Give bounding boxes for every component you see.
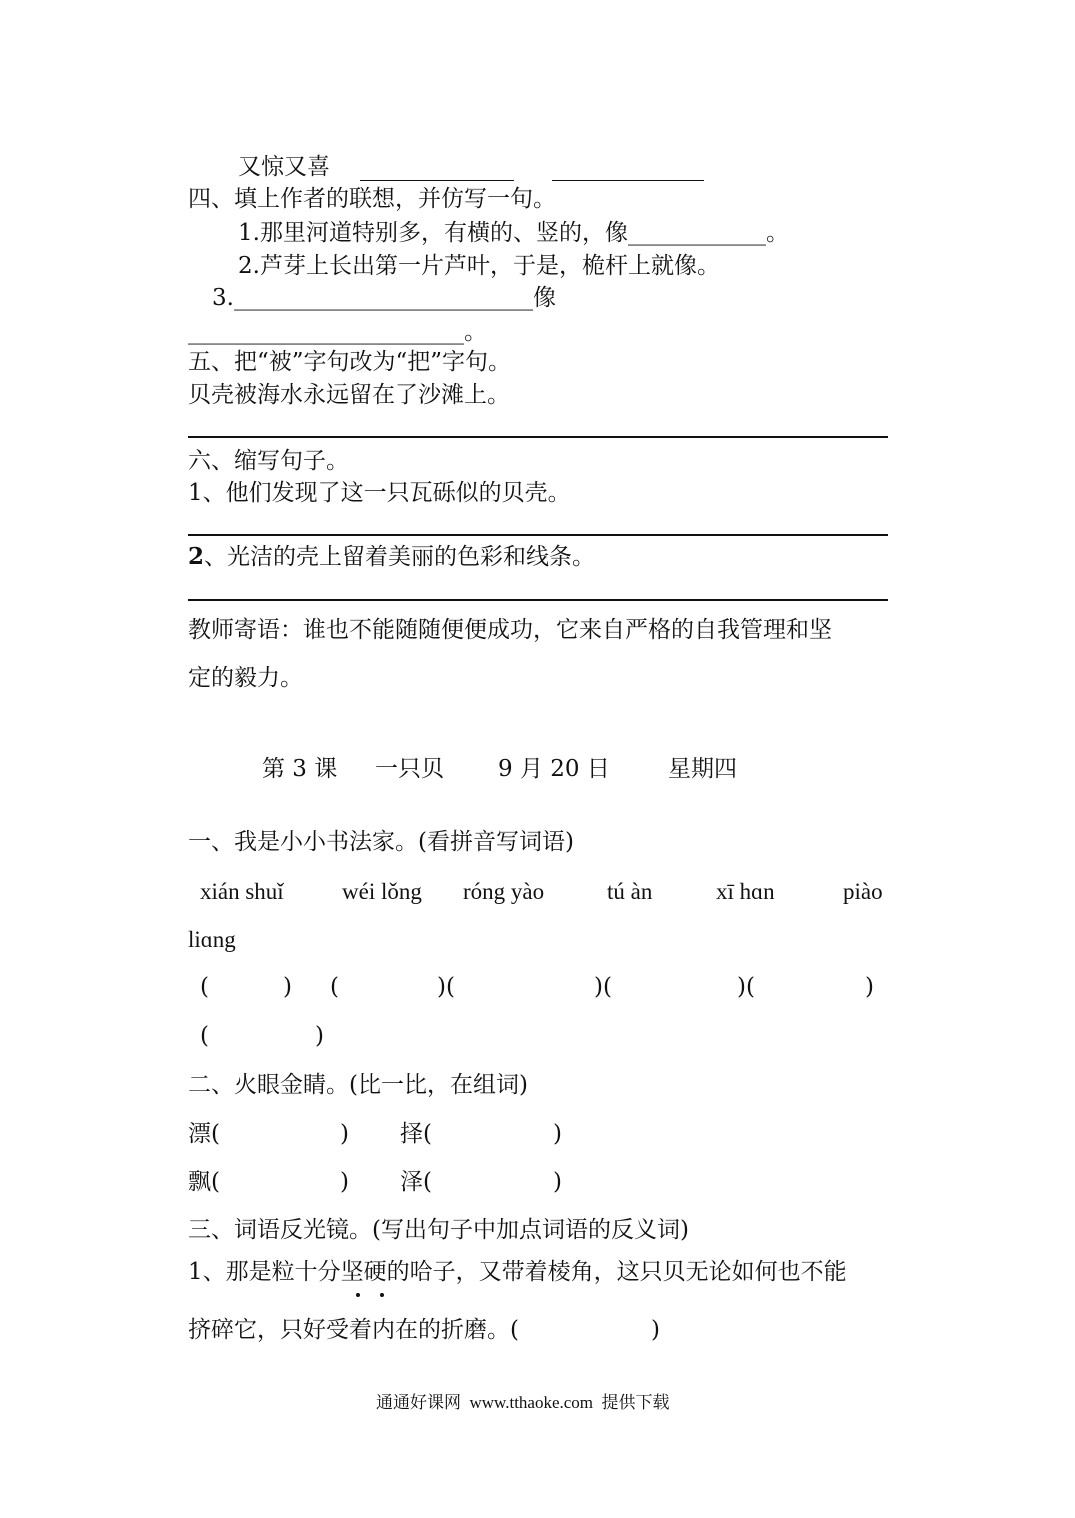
- bracket-close: ): [651, 1317, 660, 1343]
- pinyin-word: liɑng: [188, 927, 236, 952]
- pinyin-word: xī hɑn: [716, 879, 775, 904]
- section-four-title: 四、填上作者的联想，并仿写一句。: [188, 186, 556, 212]
- char-a: 漂(: [188, 1121, 220, 1147]
- pinyin-word: xián shuǐ: [200, 879, 284, 904]
- bracket-pair: )(: [737, 974, 755, 1000]
- bracket-open: (: [200, 1023, 209, 1049]
- bracket-close: ): [340, 1169, 349, 1195]
- bracket-close: ): [340, 1121, 349, 1147]
- pinyin-word: wéi lǒng: [342, 879, 422, 904]
- sentence-line: [188, 542, 595, 572]
- bracket-pair: )(: [594, 974, 612, 1000]
- char-b: 择(: [400, 1121, 432, 1147]
- sentence-line: 挤碎它，只好受着内在的折磨。(: [188, 1317, 519, 1343]
- char-a: 飘(: [188, 1169, 220, 1195]
- bracket-pair: )(: [437, 974, 455, 1000]
- answer-rule: [188, 599, 888, 601]
- pinyin-word: tú àn: [607, 879, 653, 904]
- emphasis-dot: [356, 1293, 360, 1297]
- section-five-title: 五、把“被”字句改为“把”字句。: [188, 349, 512, 375]
- lesson-weekday: 星期四: [668, 756, 737, 782]
- question-line: 3.__________________________像: [212, 285, 556, 311]
- bracket-open: (: [200, 974, 209, 1000]
- pinyin-word: piào: [843, 879, 883, 904]
- teacher-message-cont: 定的毅力。: [188, 665, 303, 691]
- sentence-line: 贝壳被海水永远留在了沙滩上。: [188, 382, 510, 408]
- lesson-date: 9 月 20 日: [498, 756, 610, 782]
- sentence-text: 、光洁的壳上留着美丽的色彩和线条。: [204, 544, 596, 570]
- char-b: 泽(: [400, 1169, 432, 1195]
- teacher-message: 教师寄语：谁也不能随随便便成功，它来自严格的自我管理和坚: [188, 617, 832, 643]
- page-footer: 通通好课网 www.tthaoke.com 提供下载: [376, 1393, 670, 1412]
- question-line: 2.芦芽上长出第一片芦叶，于是，桅杆上就像。: [238, 253, 720, 279]
- blank-line: [552, 180, 704, 181]
- lesson-number: 第 3 课: [262, 756, 338, 782]
- bracket-close: ): [865, 974, 874, 1000]
- sentence-line: 1、那是粒十分坚硬的哈子，又带着棱角，这只贝无论如何也不能: [188, 1259, 847, 1285]
- pinyin-word: róng yào: [463, 879, 545, 904]
- section-three-title: 三、词语反光镜。(写出句子中加点词语的反义词): [188, 1217, 689, 1243]
- idiom-line: 又惊又喜: [238, 154, 330, 180]
- blank-line: [360, 180, 514, 181]
- lesson-title: 一只贝: [375, 756, 444, 782]
- section-six-title: 六、缩写句子。: [188, 448, 349, 474]
- section-one-title: 一、我是小小书法家。(看拼音写词语): [188, 829, 574, 855]
- answer-blank-line: ________________________。: [188, 319, 487, 345]
- sentence-line: 1、他们发现了这一只瓦砾似的贝壳。: [188, 480, 571, 506]
- answer-rule: [188, 534, 888, 536]
- section-two-title: 二、火眼金睛。(比一比，在组词): [188, 1072, 528, 1098]
- bracket-close: ): [553, 1169, 562, 1195]
- bracket-close: ): [315, 1023, 324, 1049]
- item-number: 2: [188, 543, 205, 570]
- answer-rule: [188, 436, 888, 438]
- bracket-open: (: [330, 974, 339, 1000]
- question-line: 1.那里河道特别多，有横的、竖的，像____________。: [238, 220, 789, 246]
- bracket-close: ): [553, 1121, 562, 1147]
- emphasis-dot: [380, 1293, 384, 1297]
- bracket-close: ): [283, 974, 292, 1000]
